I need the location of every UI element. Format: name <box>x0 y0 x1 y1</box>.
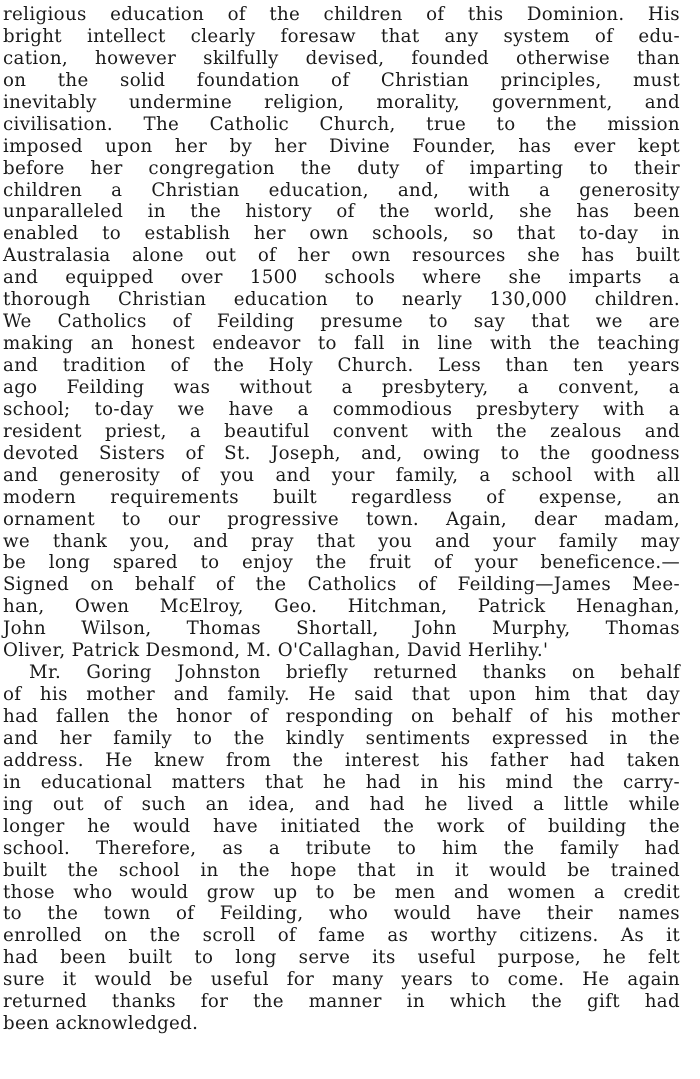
text-line: address. He knew from the interest his father had taken <box>3 749 680 771</box>
text-line: in educational matters that he had in his mind the carry- <box>3 771 680 793</box>
text-line: making an honest endeavor to fall in line with the teaching <box>3 333 680 355</box>
text-line: we thank you, and pray that you and your family may <box>3 530 680 552</box>
text-line: enabled to establish her own schools, so that to-day in <box>3 223 680 245</box>
text-line: school. Therefore, as a tribute to him the family had <box>3 837 680 859</box>
text-line: devoted Sisters of St. Joseph, and, owing to the goodness <box>3 442 680 464</box>
text-line: and tradition of the Holy Church. Less than ten years <box>3 355 680 376</box>
text-line: Oliver, Patrick Desmond, M. O'Callaghan, David Herlihy.' <box>3 640 549 662</box>
text-line: cation, however skilfully devised, founded otherwise than <box>3 47 680 69</box>
text-line: thorough Christian education to nearly 130,000 children. <box>3 289 680 311</box>
text-line: inevitably undermine religion, morality, government, and <box>3 91 680 113</box>
text-line: religious education of the children of this Dominion. His <box>3 4 680 25</box>
text-line: John Wilson, Thomas Shortall, John Murphy, Thomas <box>3 618 680 640</box>
text-line: built the school in the hope that in it would be trained <box>3 859 680 881</box>
text-line: bright intellect clearly foresaw that any system of edu- <box>3 25 680 47</box>
newspaper-column <box>3 4 680 1035</box>
text-line: sure it would be useful for many years to come. He again <box>3 969 680 991</box>
text-line: be long spared to enjoy the fruit of your beneficence.— <box>3 552 680 574</box>
text-line: and her family to the kindly sentiments expressed in the <box>3 727 680 749</box>
text-line: ago Feilding was without a presbytery, a convent, a <box>3 376 680 398</box>
text-line: Mr. Goring Johnston briefly returned thanks on behalf <box>29 662 680 684</box>
text-line: and generosity of you and your family, a school with all <box>3 464 680 486</box>
address-paragraph <box>3 4 680 662</box>
text-line: before her congregation the duty of imparting to their <box>3 157 680 179</box>
text-line: enrolled on the scroll of fame as worthy citizens. As it <box>3 925 680 947</box>
text-line: children a Christian education, and, with a generosity <box>3 179 680 201</box>
text-line: school; to-day we have a commodious presbytery with a <box>3 398 680 420</box>
text-line: to the town of Feilding, who would have their names <box>3 903 680 925</box>
text-line: ing out of such an idea, and had he lived a little while <box>3 793 680 815</box>
text-line: longer he would have initiated the work of building the <box>3 815 680 837</box>
text-line: on the solid foundation of Christian principles, must <box>3 69 680 91</box>
reply-paragraph <box>3 662 680 1035</box>
text-line: been acknowledged. <box>3 1013 199 1035</box>
text-line: han, Owen McElroy, Geo. Hitchman, Patrick Henaghan, <box>3 596 680 618</box>
text-line: had fallen the honor of responding on behalf of his mother <box>3 706 680 727</box>
text-line: had been built to long serve its useful purpose, he felt <box>3 947 680 969</box>
text-line: modern requirements built regardless of expense, an <box>3 486 680 508</box>
text-line: unparalleled in the history of the world, she has been <box>3 201 680 223</box>
text-line: of his mother and family. He said that upon him that day <box>3 684 680 706</box>
text-line: resident priest, a beautiful convent with the zealous and <box>3 420 680 442</box>
text-line: and equipped over 1500 schools where she imparts a <box>3 267 680 289</box>
text-line: ornament to our progressive town. Again, dear madam, <box>3 508 680 530</box>
text-line: returned thanks for the manner in which the gift had <box>3 991 680 1013</box>
text-line: Australasia alone out of her own resources she has built <box>3 245 680 267</box>
text-line: imposed upon her by her Divine Founder, has ever kept <box>3 135 680 157</box>
text-line: We Catholics of Feilding presume to say that we are <box>3 311 680 333</box>
text-line: civilisation. The Catholic Church, true to the mission <box>3 113 680 135</box>
text-line: Signed on behalf of the Catholics of Feilding—James Mee- <box>3 574 680 596</box>
text-line: those who would grow up to be men and women a credit <box>3 881 680 903</box>
